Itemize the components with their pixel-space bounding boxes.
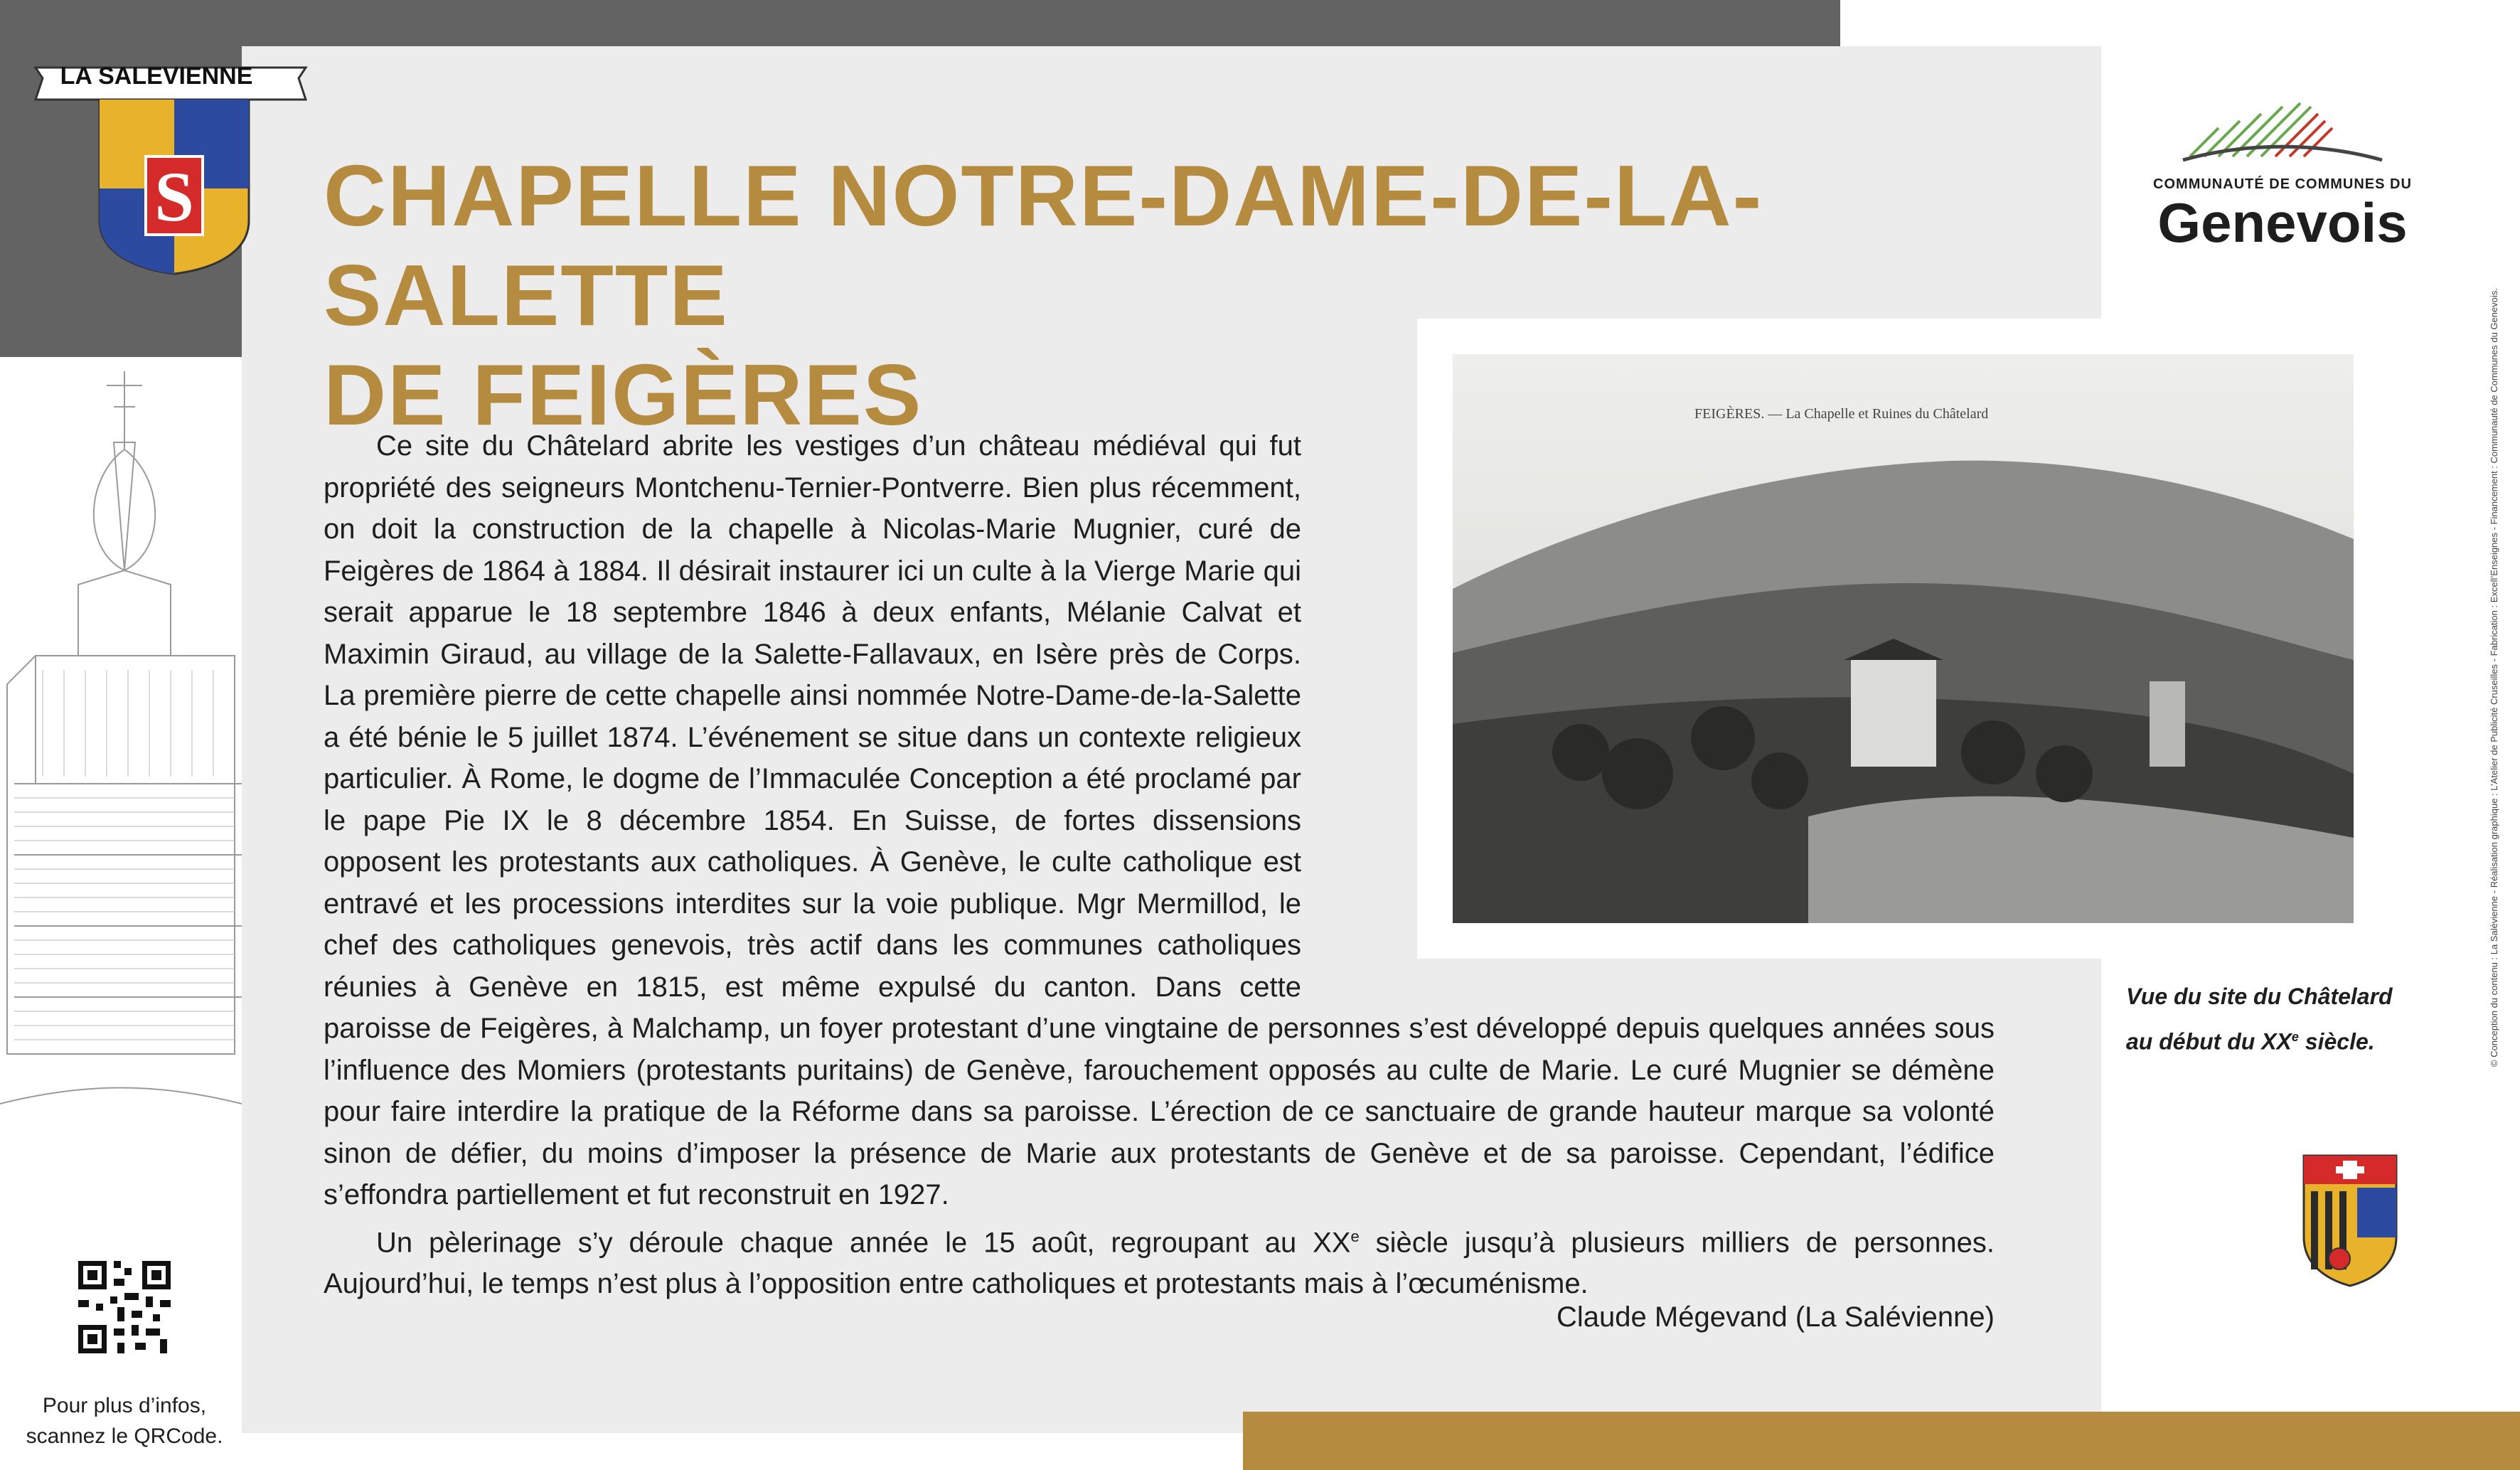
feigeres-crest: [2300, 1152, 2400, 1287]
credits-vertical: © Conception du contenu : La Salévienne - Réalisation graphique : L’Atelier de Publicité Cruseilles - Fabrication : Excell’Enseignes - Financement : Communauté de Communes du Genevois.: [2489, 288, 2499, 1067]
svg-text:S: S: [154, 157, 194, 236]
author-signature: Claude Mégevand (La Salévienne): [1557, 1301, 1995, 1333]
qr-line-1: Pour plus d’infos,: [42, 1394, 207, 1417]
bottom-gold-band: [1243, 1412, 2520, 1470]
paragraph-1: Ce site du Châtelard abrite les vestiges d’un château médiéval qui fut propriété des seigneurs Montchenu-Ternier-Pontverre. Bien plus récemment, on doit la construction de la chapelle à Nicolas-Marie Mugnier, curé de Feigères de 1864 à 1884. Il désirait instaurer ici un culte à la Vierge Marie qui serait apparue le 18 septembre 1846 à deux enfants, Mélanie Calvat et Maximin Giraud, au village de la Salette-Fallavaux, en Isère près de Corps. La première pierre de cette chapelle ainsi nommée Notre-Dame-de-la-Salette a été bénie le 5 juillet 1874. L’événement se situe dans un contexte religieux particulier. À Rome, le dogme de l’Immaculée Conception a été proclamé par le pape Pie IX le 8 décembre 1854. En Suisse, de fortes dissensions opposent les protestants aux catholiques. À Genève, le culte catholique est entravé et les processions interdites sur la voie publique. Mgr Mermillod, le chef des catholiques genevois, très actif dans les communes catholiques réunies à Genève en 1815, est même expulsé du canton. Dans cette paroisse de Feigères, à Malchamp, un foyer protestant d’une vingtaine de personnes s’est développé depuis quelques années sous l’influence des Momiers (protestants puritains) de Genève, farouchement opposés au culte de Marie. Le curé Mugnier se démène pour faire interdire la pratique de la Réforme dans sa paroisse. L’érection de ce sanctuaire de grande hauteur marque sa volonté sinon de défier, du moins d’imposer la présence de Marie aux protestants de Genève et de sa paroisse. Cependant, l’édifice s’effondra partiellement et fut reconstruit en 1927.: [324, 430, 1995, 1210]
community-logo-mountains-icon: [2176, 85, 2389, 167]
photo-caption: [2126, 976, 2510, 1062]
caption-line-1: Vue du site du Châtelard: [2126, 984, 2393, 1009]
title-line-1: CHAPELLE NOTRE-DAME-DE-LA-SALETTE: [324, 147, 1763, 343]
photo-spacer: [1340, 425, 1995, 973]
church-sketch-illustration: [0, 357, 242, 1225]
postcard-inscription: FEIGÈRES. — La Chapelle et Ruines du Châtelard: [1694, 406, 1989, 422]
body-text: [324, 425, 1995, 1305]
community-logo-caption: COMMUNAUTÉ DE COMMUNES DU: [2153, 176, 2412, 192]
community-logo-wordmark: Genevois: [2157, 191, 2408, 254]
badge-label: LA SALEVIENNE: [60, 63, 253, 90]
paragraph-2: Un pèlerinage s’y déroule chaque année le 15 août, regroupant au XXe siècle jusqu’à plusieurs milliers de personnes. Aujourd’hui, le temps n’est plus à l’opposition entre catholiques et protestants mais à l’œcuménisme.: [324, 1226, 1995, 1300]
qr-line-2: scannez le QRCode.: [26, 1424, 223, 1448]
qr-instructions: [7, 1390, 242, 1452]
title-line-2: DE FEIGÈRES: [324, 346, 923, 443]
caption-line-2: au début du XXe siècle.: [2126, 1028, 2375, 1055]
qr-code[interactable]: [75, 1257, 174, 1357]
